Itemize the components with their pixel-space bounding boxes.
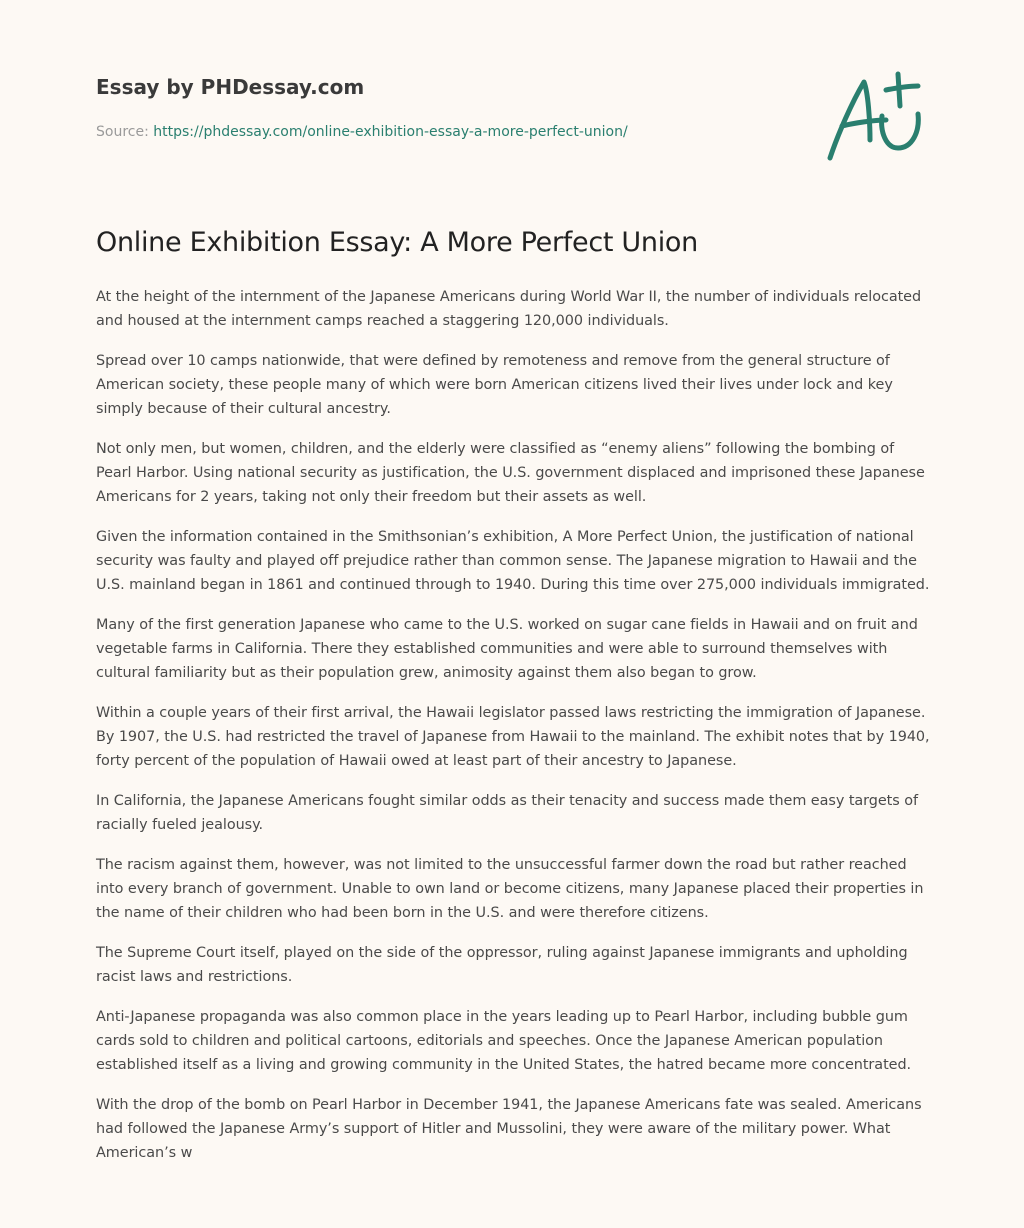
essay-paragraph: Within a couple years of their first arrival, the Hawaii legislator passed laws restricting the immigration of Japanese. By 1907, the U.S. had restricted the travel of Japanese from Hawaii to the mainland. The exhibit notes that by 1940, forty percent of the population of Hawaii owed at least part of their ancestry to Japanese. xyxy=(96,705,930,769)
essay-paragraph: At the height of the internment of the Japanese Americans during World War II, the number of individuals relocated and housed at the internment camps reached a staggering 120,000 individuals. xyxy=(96,289,922,329)
source-line xyxy=(96,124,628,140)
essay-paragraph: The racism against them, however, was not limited to the unsuccessful farmer down the road but rather reached into every branch of government. Unable to own land or become citizens, many Japanese placed their properties in the name of their children who had been born in the U.S. and were therefore citizens. xyxy=(96,857,924,921)
essay-body xyxy=(96,285,932,1181)
essay-paragraph: In California, the Japanese Americans fought similar odds as their tenacity and success made them easy targets of racially fueled jealousy. xyxy=(96,793,919,833)
site-brand: Essay by PHDessay.com xyxy=(96,75,365,99)
essay-paragraph: With the drop of the bomb on Pearl Harbor in December 1941, the Japanese Americans fate was sealed. Americans had followed the Japanese Army’s support of Hitler and Mussolini, they were aware of the military power. What American’s w xyxy=(96,1097,922,1161)
source-link[interactable]: https://phdessay.com/online-exhibition-essay-a-more-perfect-union/ xyxy=(153,124,628,140)
essay-paragraph: Not only men, but women, children, and the elderly were classified as “enemy aliens” following the bombing of Pearl Harbor. Using national security as justification, the U.S. government displaced and imprisoned these Japanese Americans for 2 years, taking not only their freedom but their assets as well. xyxy=(96,441,925,505)
essay-title: Online Exhibition Essay: A More Perfect Union xyxy=(96,227,698,258)
essay-paragraph: Given the information contained in the Smithsonian’s exhibition, A More Perfect Union, the justification of national security was faulty and played off prejudice rather than common sense. The Japanese migration to Hawaii and the U.S. mainland began in 1861 and continued through to 1940. During this time over 275,000 individuals immigrated. xyxy=(96,529,930,593)
essay-paragraph: The Supreme Court itself, played on the side of the oppressor, ruling against Japanese immigrants and upholding racist laws and restrictions. xyxy=(96,945,908,985)
essay-paragraph: Anti-Japanese propaganda was also common place in the years leading up to Pearl Harbor, including bubble gum cards sold to children and political cartoons, editorials and speeches. Once the Japanese American population established itself as a living and growing community in the United States, the hatred became more concentrated. xyxy=(96,1009,912,1073)
source-label: Source: xyxy=(96,124,154,140)
essay-paragraph: Many of the first generation Japanese who came to the U.S. worked on sugar cane fields in Hawaii and on fruit and vegetable farms in California. There they established communities and were able to surround themselves with cultural familiarity but as their population grew, animosity against them also began to grow. xyxy=(96,617,918,681)
a-plus-grade-logo-icon xyxy=(824,68,928,164)
essay-paragraph: Spread over 10 camps nationwide, that were defined by remoteness and remove from the general structure of American society, these people many of which were born American citizens lived their lives under lock and key simply because of their cultural ancestry. xyxy=(96,353,893,417)
